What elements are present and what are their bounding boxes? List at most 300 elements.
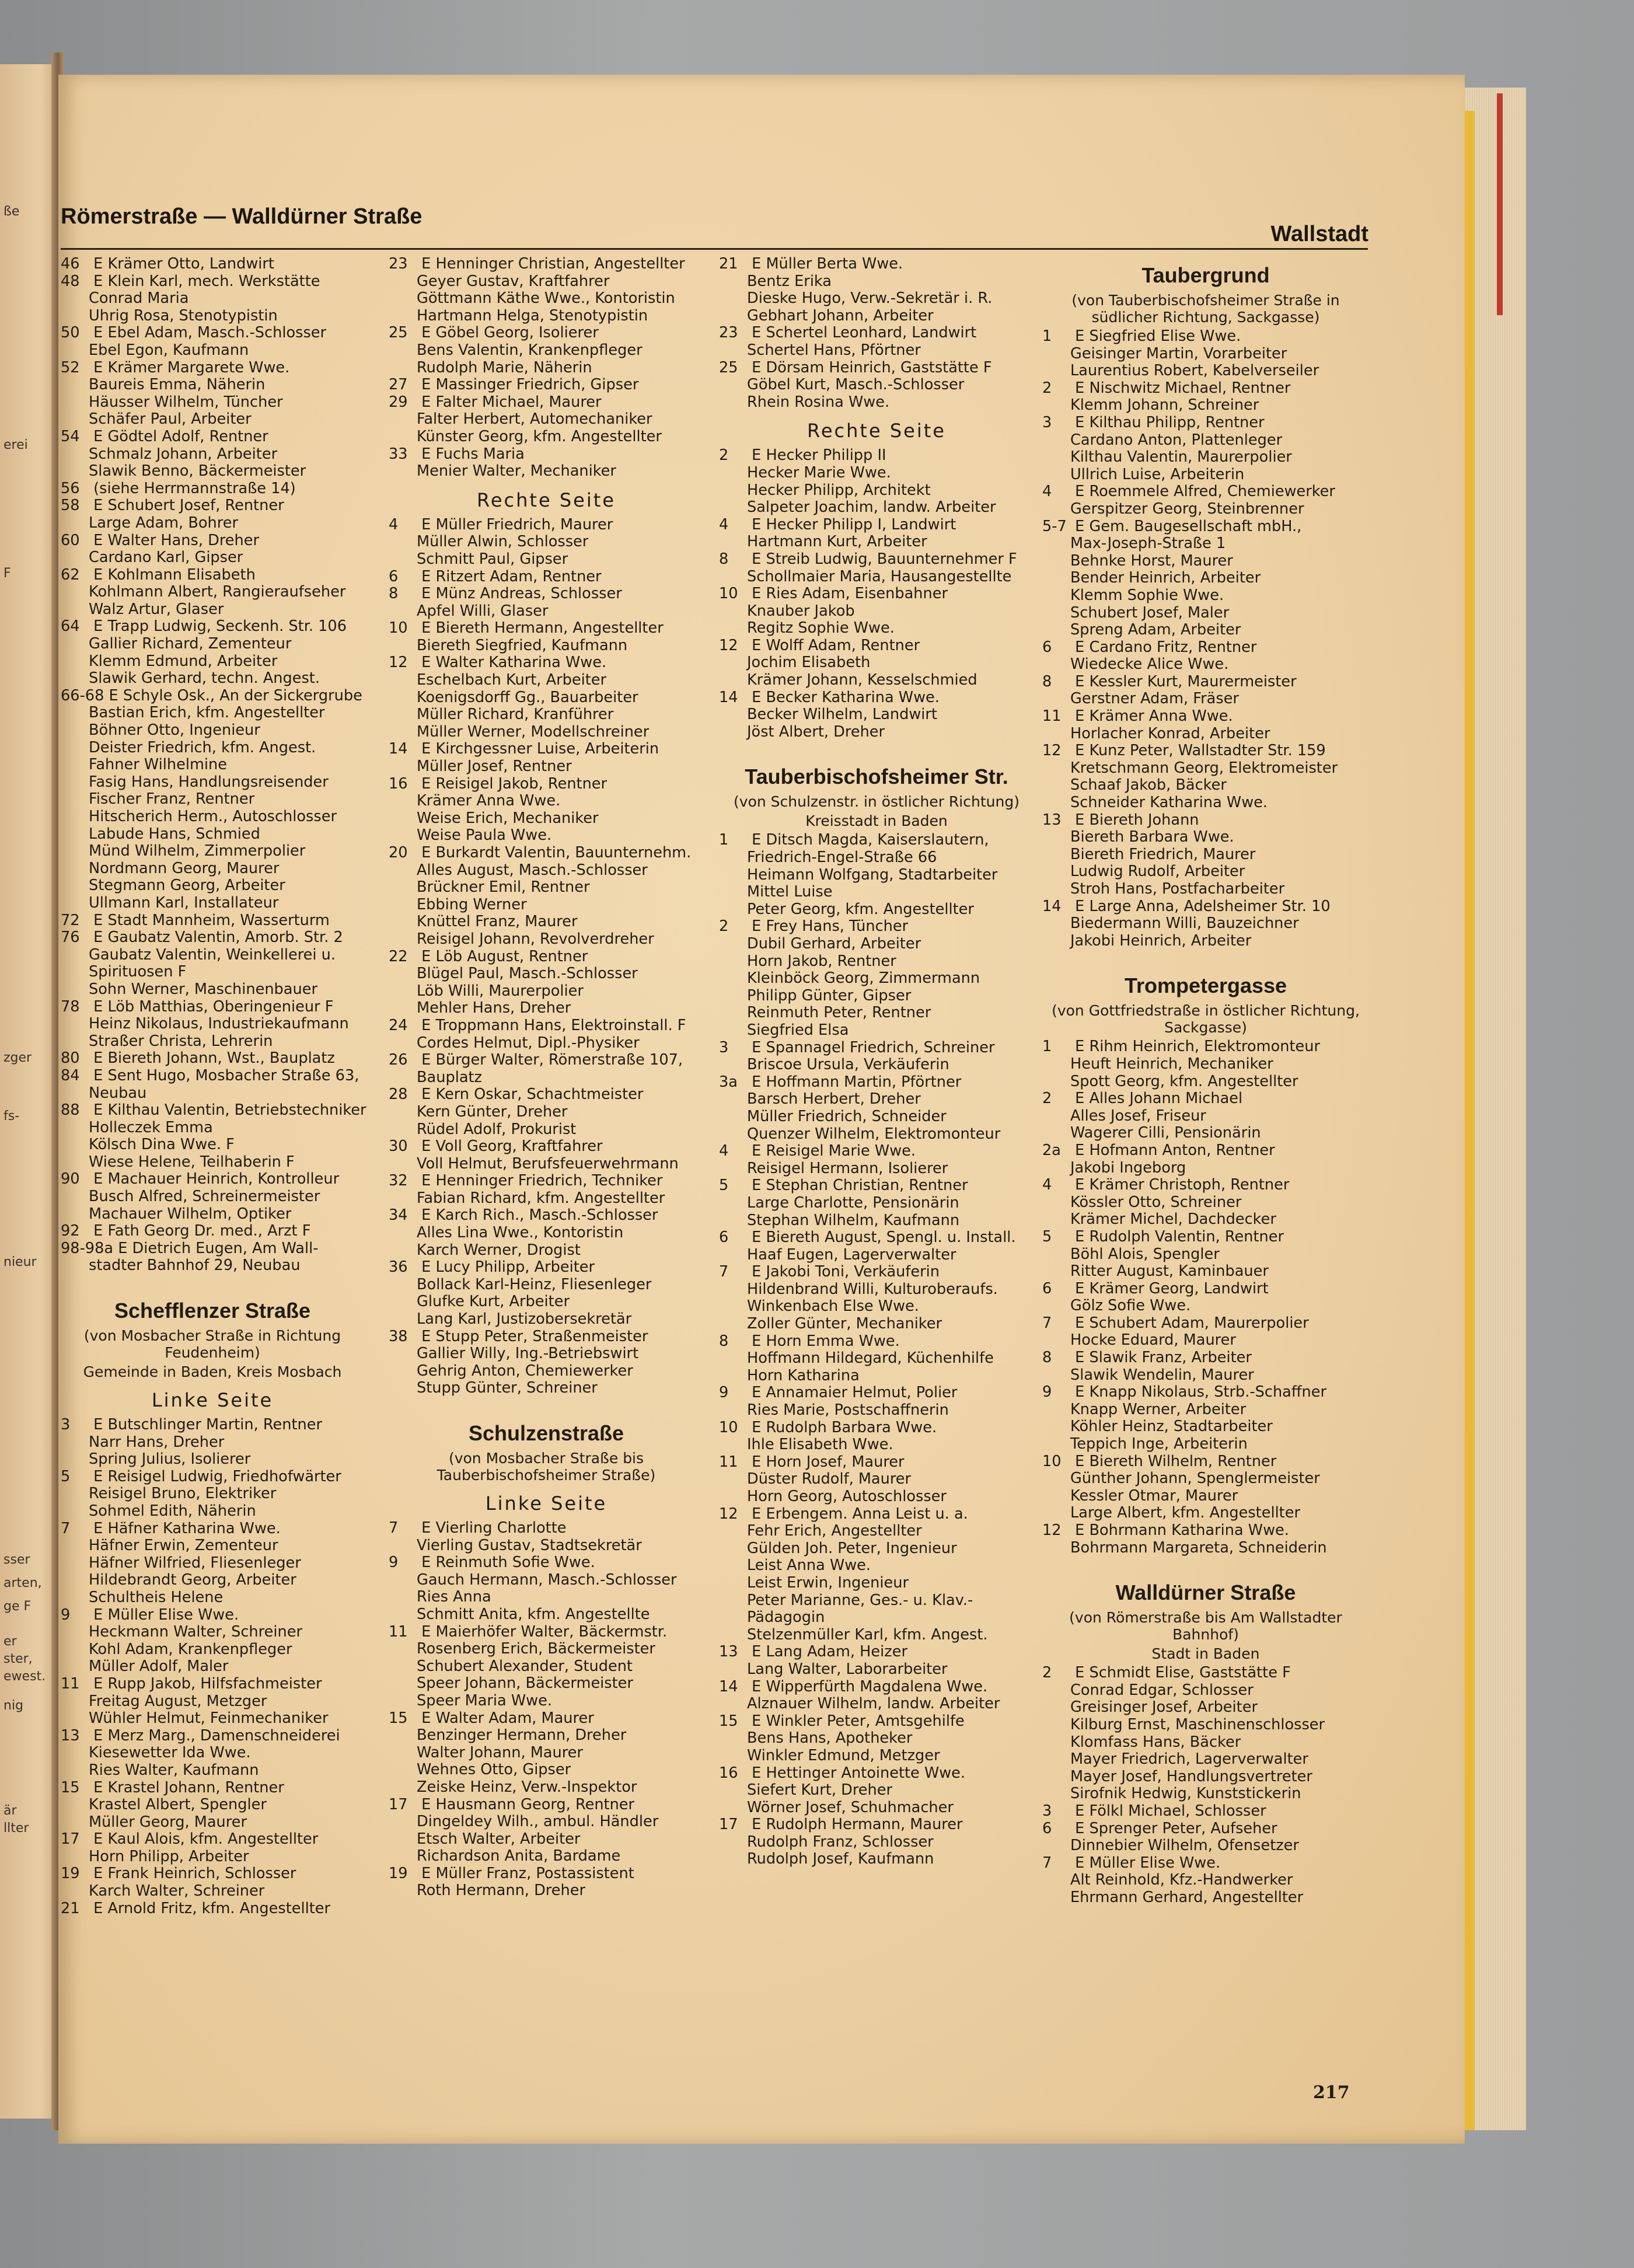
resident-line: Dinnebier Wilhelm, Ofensetzer bbox=[1070, 1837, 1299, 1855]
column-4 bbox=[1042, 256, 1369, 1907]
resident-text: E Voll Georg, Kraftfahrer bbox=[421, 1138, 603, 1156]
resident-text: E Kessler Kurt, Maurermeister bbox=[1075, 672, 1297, 690]
resident-line: Müller Friedrich, Schneider bbox=[747, 1107, 947, 1125]
house-number: 32 bbox=[389, 1172, 408, 1190]
resident-line: Gerspitzer Georg, Steinbrenner bbox=[1070, 500, 1304, 518]
resident-line: Nordmann Georg, Maurer bbox=[89, 859, 280, 877]
resident-line: Winkler Edmund, Metzger bbox=[747, 1746, 940, 1764]
resident-line: Kern Günter, Dreher bbox=[417, 1102, 568, 1121]
house-number: 11 bbox=[389, 1623, 408, 1641]
house-number: 13 bbox=[719, 1643, 738, 1661]
house-number: 6 bbox=[719, 1229, 729, 1247]
resident-line: Teppich Inge, Arbeiterin bbox=[1070, 1435, 1248, 1453]
resident-text: E Henninger Friedrich, Techniker bbox=[421, 1172, 663, 1190]
house-number: 10 bbox=[719, 1418, 738, 1436]
resident-text: E Wolff Adam, Rentner bbox=[752, 636, 920, 654]
resident-line: Hartmann Kurt, Arbeiter bbox=[747, 533, 927, 551]
house-entry bbox=[389, 1328, 704, 1346]
house-entry bbox=[1042, 1177, 1369, 1194]
resident-text: E Krastel Johann, Rentner bbox=[93, 1778, 284, 1796]
resident-line: Cordes Helmut, Dipl.-Physiker bbox=[417, 1034, 640, 1052]
resident-line: Busch Alfred, Schreinermeister bbox=[89, 1188, 320, 1206]
street-heading: Walldürner Straße bbox=[1115, 1580, 1296, 1605]
house-number: 7 bbox=[1042, 1854, 1052, 1872]
resident-line: Behnke Horst, Maurer bbox=[1070, 552, 1233, 570]
house-number: 20 bbox=[389, 844, 408, 861]
column-3 bbox=[719, 256, 1034, 1868]
house-entry bbox=[719, 1454, 1034, 1471]
resident-line: Siegfried Elsa bbox=[747, 1021, 849, 1039]
house-number: 1 bbox=[1042, 327, 1052, 345]
resident-line: Bender Heinrich, Arbeiter bbox=[1070, 569, 1261, 587]
resident-line: Stephan Wilhelm, Kaufmann bbox=[747, 1211, 960, 1229]
house-entry bbox=[61, 912, 364, 930]
house-number: 90 bbox=[61, 1170, 80, 1188]
resident-text: E Rudolph Valentin, Rentner bbox=[1075, 1227, 1284, 1245]
resident-text: E Vierling Charlotte bbox=[421, 1519, 567, 1537]
resident-line: Schubert Josef, Maler bbox=[1070, 603, 1230, 622]
house-number: 21 bbox=[719, 255, 738, 273]
left-page-text: fs- bbox=[4, 1109, 20, 1123]
resident-text: E Ebel Adam, Masch.-Schlosser bbox=[93, 324, 327, 342]
resident-line: Böhner Otto, Ingenieur bbox=[89, 721, 260, 739]
resident-line: Alles Lina Wwe., Kontoristin bbox=[417, 1224, 624, 1242]
resident-line: Schmalz Johann, Arbeiter bbox=[89, 445, 278, 463]
house-entry bbox=[61, 428, 364, 446]
resident-line: Hitscherich Herm., Autoschlosser bbox=[89, 808, 337, 825]
resident-text: (siehe Herrmannstraße 14) bbox=[93, 479, 296, 497]
house-number: 9 bbox=[1042, 1383, 1052, 1401]
resident-line: Müller Richard, Kranführer bbox=[417, 706, 614, 724]
resident-line: Quenzer Wilhelm, Elektromonteur bbox=[747, 1125, 1001, 1143]
house-number: 7 bbox=[719, 1263, 729, 1281]
house-number: 12 bbox=[389, 654, 408, 672]
house-number: 3 bbox=[61, 1416, 71, 1434]
house-entry bbox=[61, 1050, 364, 1067]
resident-text: E Gem. Baugesellschaft mbH., bbox=[1075, 517, 1302, 535]
street-description: Stadt in Baden bbox=[1151, 1645, 1260, 1663]
resident-line: Schertel Hans, Pförtner bbox=[747, 341, 921, 359]
resident-line: Voll Helmut, Berufsfeuerwehrmann bbox=[417, 1154, 679, 1173]
house-number: 23 bbox=[389, 255, 408, 273]
resident-line: Conrad Maria bbox=[89, 289, 189, 308]
house-entry bbox=[389, 620, 704, 637]
house-entry bbox=[61, 325, 364, 342]
resident-text: E Häfner Katharina Wwe. bbox=[93, 1519, 281, 1537]
resident-text: E Müller Berta Wwe. bbox=[752, 255, 903, 273]
resident-text: E Kilthau Valentin, Betriebstechniker bbox=[93, 1101, 366, 1119]
resident-line: Spring Julius, Isolierer bbox=[89, 1450, 251, 1468]
house-entry bbox=[61, 999, 364, 1016]
house-entry bbox=[719, 1229, 1034, 1247]
house-number: 2 bbox=[719, 446, 729, 465]
resident-line: Schneider Katharina Wwe. bbox=[1070, 794, 1268, 812]
resident-line: Weise Paula Wwe. bbox=[417, 826, 552, 845]
house-number: 3a bbox=[719, 1073, 738, 1091]
column-2 bbox=[389, 256, 704, 1900]
resident-line: Leist Erwin, Ingenieur bbox=[747, 1573, 909, 1592]
resident-line: Reisigel Hermann, Isolierer bbox=[747, 1159, 948, 1177]
house-entry bbox=[1042, 1803, 1369, 1820]
resident-line: Horn Georg, Autoschlosser bbox=[747, 1488, 947, 1505]
resident-line: Peter Marianne, Ges.- u. Klav.- bbox=[747, 1591, 973, 1609]
house-number: 8 bbox=[719, 1332, 729, 1350]
house-number: 7 bbox=[1042, 1314, 1052, 1332]
left-page-text: är bbox=[4, 1803, 17, 1818]
resident-line: Düster Rudolf, Maurer bbox=[747, 1470, 912, 1488]
house-entry bbox=[389, 1520, 704, 1537]
house-entry bbox=[1042, 380, 1369, 397]
left-page-text: nig bbox=[4, 1698, 24, 1713]
resident-line: Karch Werner, Drogist bbox=[417, 1241, 581, 1259]
resident-text: E Biereth Johann bbox=[1075, 811, 1199, 829]
resident-line: Kessler Otmar, Maurer bbox=[1070, 1487, 1238, 1505]
resident-line: Jöst Albert, Dreher bbox=[747, 723, 885, 741]
house-number: 12 bbox=[1042, 742, 1062, 760]
resident-line: Roth Hermann, Dreher bbox=[417, 1882, 585, 1900]
resident-line: Bollack Karl-Heinz, Fliesenleger bbox=[417, 1275, 652, 1293]
red-bookmark bbox=[1497, 93, 1503, 315]
resident-line: Häusser Wilhelm, Tüncher bbox=[89, 393, 283, 411]
resident-text: E Reisigel Ludwig, Friedhofwärter bbox=[93, 1467, 341, 1485]
resident-text: E Frey Hans, Tüncher bbox=[752, 917, 909, 936]
street-description: (von Mosbacher Straße in Richtung Feudenheim) bbox=[83, 1327, 341, 1362]
house-number: 15 bbox=[61, 1778, 80, 1796]
resident-line: Horn Jakob, Rentner bbox=[747, 952, 896, 970]
house-entry bbox=[61, 618, 364, 636]
resident-line: Bastian Erich, kfm. Angestellter bbox=[89, 704, 325, 722]
left-page-text: arten, bbox=[4, 1576, 42, 1590]
house-entry bbox=[719, 1419, 1034, 1437]
side-heading: Linke Seite bbox=[485, 1492, 607, 1515]
resident-line: Kössler Otto, Schreiner bbox=[1070, 1193, 1242, 1211]
house-number: 38 bbox=[389, 1327, 408, 1345]
house-entry bbox=[719, 1644, 1034, 1661]
resident-line: Hoffmann Hildegard, Küchenhilfe bbox=[747, 1349, 994, 1367]
resident-text: E Biereth Hermann, Angestellter bbox=[421, 619, 664, 637]
resident-line: Klomfass Hans, Bäcker bbox=[1070, 1733, 1241, 1751]
house-entry bbox=[1042, 1384, 1369, 1401]
street-heading: Schulzenstraße bbox=[468, 1421, 624, 1445]
house-number: 10 bbox=[1042, 1452, 1062, 1470]
house-entry bbox=[719, 1506, 1034, 1523]
resident-line: Sohmel Edith, Näherin bbox=[89, 1502, 256, 1520]
street-heading: Trompetergasse bbox=[1124, 974, 1287, 998]
house-number: 17 bbox=[389, 1795, 408, 1813]
resident-text: E Troppmann Hans, Elektroinstall. F bbox=[421, 1016, 686, 1034]
resident-line: Salpeter Joachim, landw. Arbeiter bbox=[747, 498, 996, 517]
house-number: 52 bbox=[61, 358, 80, 376]
house-entry bbox=[1042, 1229, 1369, 1246]
house-entry bbox=[719, 360, 1034, 377]
resident-line: Horn Philipp, Arbeiter bbox=[89, 1847, 249, 1865]
house-entry bbox=[719, 447, 1034, 465]
resident-text: E Löb August, Rentner bbox=[421, 947, 588, 965]
resident-line: Ebbing Werner bbox=[417, 895, 527, 913]
resident-text: E Schertel Leonhard, Landwirt bbox=[752, 324, 977, 342]
left-page-text: ße bbox=[4, 204, 20, 219]
resident-line: Hartmann Helga, Stenotypistin bbox=[417, 306, 648, 325]
resident-line: Hecker Philipp, Architekt bbox=[747, 481, 931, 499]
resident-line: Ries Marie, Postschaffnerin bbox=[747, 1401, 949, 1419]
house-number: 4 bbox=[719, 1142, 729, 1160]
resident-line: Schmitt Paul, Gipser bbox=[417, 550, 568, 568]
resident-text: E Rudolph Hermann, Maurer bbox=[752, 1816, 963, 1834]
house-number: 17 bbox=[61, 1830, 80, 1848]
street-description: (von Römerstraße bis Am Wallstadter Bahnhof) bbox=[1069, 1609, 1342, 1644]
resident-line: Gallier Willy, Ing.-Betriebswirt bbox=[417, 1345, 639, 1363]
house-number: 4 bbox=[1042, 483, 1052, 501]
resident-line: Brückner Emil, Rentner bbox=[417, 878, 590, 896]
resident-line: Rosenberg Erich, Bäckermeister bbox=[417, 1640, 655, 1658]
resident-line: Haaf Eugen, Lagerverwalter bbox=[747, 1245, 956, 1264]
resident-line: Fasig Hans, Handlungsreisender bbox=[89, 773, 329, 791]
resident-text: E Gödtel Adolf, Rentner bbox=[93, 427, 268, 445]
resident-line: Göbel Kurt, Masch.-Schlosser bbox=[747, 376, 965, 394]
house-entry bbox=[719, 1713, 1034, 1730]
resident-text: E Sprenger Peter, Aufseher bbox=[1075, 1819, 1277, 1837]
house-number: 8 bbox=[389, 585, 399, 603]
resident-text: E Krämer Margarete Wwe. bbox=[93, 358, 290, 376]
resident-line: Wühler Helmut, Feinmechaniker bbox=[89, 1709, 329, 1728]
house-entry bbox=[61, 1223, 364, 1240]
resident-line: Mehler Hans, Dreher bbox=[417, 999, 571, 1017]
resident-line: Becker Wilhelm, Landwirt bbox=[747, 706, 937, 724]
resident-line: Krämer Johann, Kesselschmied bbox=[747, 671, 977, 689]
resident-text: E Hoffmann Martin, Pförtner bbox=[752, 1073, 962, 1091]
resident-line: Eschelbach Kurt, Arbeiter bbox=[417, 671, 607, 689]
resident-line: Falter Herbert, Automechaniker bbox=[417, 410, 652, 428]
resident-text: E Müller Elise Wwe. bbox=[1075, 1854, 1221, 1872]
resident-text: E Bohrmann Katharina Wwe. bbox=[1075, 1522, 1289, 1539]
house-number: 25 bbox=[389, 324, 408, 342]
house-number: 9 bbox=[61, 1606, 71, 1624]
resident-line: Fabian Richard, kfm. Angestellter bbox=[417, 1189, 665, 1207]
house-number: 24 bbox=[389, 1016, 408, 1034]
house-number: 19 bbox=[389, 1864, 408, 1882]
resident-line: Speer Maria Wwe. bbox=[417, 1691, 552, 1709]
house-entry bbox=[389, 517, 704, 534]
resident-line: Reisigel Johann, Revolverdreher bbox=[417, 930, 654, 948]
house-number: 12 bbox=[719, 1505, 738, 1523]
house-entry bbox=[61, 480, 364, 498]
house-number: 1 bbox=[1042, 1038, 1052, 1056]
house-entry bbox=[719, 1333, 1034, 1351]
house-entry bbox=[389, 1259, 704, 1276]
resident-text: E Rupp Jakob, Hilfsfachmeister bbox=[93, 1674, 322, 1693]
resident-text: E Hettinger Antoinette Wwe. bbox=[752, 1764, 966, 1782]
house-entry bbox=[719, 325, 1034, 342]
left-page-text: erei bbox=[4, 438, 28, 452]
resident-text: E Winkler Peter, Amtsgehilfe bbox=[752, 1712, 965, 1730]
house-number: 30 bbox=[389, 1138, 408, 1156]
house-entry bbox=[389, 1138, 704, 1156]
resident-line: Schaaf Jakob, Bäcker bbox=[1070, 776, 1227, 794]
resident-line: Mittel Luise bbox=[747, 883, 833, 901]
resident-line: Stroh Hans, Postfacharbeiter bbox=[1070, 880, 1285, 898]
resident-line: Freitag August, Metzger bbox=[89, 1692, 267, 1710]
resident-line: Siefert Kurt, Dreher bbox=[747, 1781, 893, 1799]
resident-line: Mayer Josef, Handlungsvertreter bbox=[1070, 1767, 1312, 1785]
house-entry bbox=[1042, 742, 1369, 760]
resident-text: E Lang Adam, Heizer bbox=[752, 1643, 907, 1661]
resident-text: E Schubert Adam, Maurerpolier bbox=[1075, 1314, 1309, 1332]
resident-text: E Maierhöfer Walter, Bäckermstr. bbox=[421, 1623, 668, 1641]
resident-text: E Cardano Fritz, Rentner bbox=[1075, 638, 1257, 656]
house-number: 15 bbox=[719, 1712, 738, 1730]
page-edges bbox=[1462, 88, 1526, 2130]
resident-line: Gauch Hermann, Masch.-Schlosser bbox=[417, 1571, 677, 1589]
house-number: 48 bbox=[61, 272, 80, 290]
resident-line: Ihle Elisabeth Wwe. bbox=[747, 1436, 893, 1454]
section-gap bbox=[1042, 950, 1369, 966]
resident-line: Geisinger Martin, Vorarbeiter bbox=[1070, 344, 1287, 362]
resident-line: Müller Georg, Maurer bbox=[89, 1813, 247, 1831]
house-number: 16 bbox=[719, 1764, 738, 1782]
resident-line: Bohrmann Margareta, Schneiderin bbox=[1070, 1538, 1327, 1557]
resident-line: Heuft Heinrich, Mechaniker bbox=[1070, 1055, 1273, 1073]
house-number: 5 bbox=[61, 1467, 71, 1485]
resident-line: Hecker Marie Wwe. bbox=[747, 463, 891, 481]
resident-line: Horn Katharina bbox=[747, 1366, 860, 1384]
resident-text: E Löb Matthias, Oberingenieur F bbox=[93, 997, 334, 1016]
resident-line: Kilthau Valentin, Maurerpolier bbox=[1070, 448, 1292, 466]
house-number: 6 bbox=[1042, 1279, 1052, 1297]
house-entry bbox=[61, 532, 364, 550]
resident-text: E Erbengem. Anna Leist u. a. bbox=[752, 1505, 968, 1523]
house-entry bbox=[1042, 1522, 1369, 1540]
resident-line: Gölz Sofie Wwe. bbox=[1070, 1297, 1191, 1315]
resident-text: E Horn Emma Wwe. bbox=[752, 1332, 900, 1350]
resident-line: Kölsch Dina Wwe. F bbox=[89, 1136, 235, 1154]
left-page-text: ewest. bbox=[4, 1669, 46, 1684]
resident-line: Stegmann Georg, Arbeiter bbox=[89, 877, 285, 895]
house-entry bbox=[389, 585, 704, 603]
resident-line: Reinmuth Peter, Rentner bbox=[747, 1004, 931, 1022]
house-entry bbox=[389, 1865, 704, 1883]
resident-line: Reisigel Bruno, Elektriker bbox=[89, 1485, 277, 1503]
street-description: (von Schulzenstr. in östlicher Richtung) bbox=[734, 793, 1019, 811]
resident-text: E Göbel Georg, Isolierer bbox=[421, 324, 599, 342]
running-header-right: Wallstadt bbox=[1270, 222, 1368, 246]
house-entry bbox=[61, 1831, 364, 1848]
resident-line: Kiesewetter Ida Wwe. bbox=[89, 1744, 251, 1762]
house-number: 14 bbox=[719, 1677, 738, 1695]
resident-line: Dubil Gerhard, Arbeiter bbox=[747, 935, 921, 952]
house-entry bbox=[1042, 708, 1369, 725]
resident-line: Geyer Gustav, Kraftfahrer bbox=[417, 272, 610, 290]
resident-line: Stupp Günter, Schreiner bbox=[417, 1379, 598, 1397]
house-number: 3 bbox=[719, 1038, 729, 1056]
resident-text: E Siegfried Elise Wwe. bbox=[1075, 327, 1241, 345]
resident-text: E Kaul Alois, kfm. Angestellter bbox=[93, 1830, 319, 1848]
resident-line: Gallier Richard, Zementeur bbox=[89, 635, 292, 653]
house-entry bbox=[719, 585, 1034, 603]
resident-text: E Krämer Anna Wwe. bbox=[1075, 707, 1233, 725]
house-number: 9 bbox=[389, 1554, 399, 1572]
resident-text: E Spannagel Friedrich, Schreiner bbox=[752, 1038, 995, 1056]
resident-line: Wiese Helene, Teilhaberin F bbox=[89, 1153, 295, 1171]
house-entry bbox=[1042, 1315, 1369, 1332]
house-number: 62 bbox=[61, 566, 80, 584]
resident-line: Gerstner Adam, Fräser bbox=[1070, 690, 1239, 708]
resident-line: Rüdel Adolf, Prokurist bbox=[417, 1120, 577, 1138]
resident-text: E Ditsch Magda, Kaiserslautern, bbox=[752, 831, 989, 849]
resident-text: E Rudolph Barbara Wwe. bbox=[752, 1418, 937, 1436]
resident-line: Gülden Joh. Peter, Ingenieur bbox=[747, 1539, 957, 1557]
house-entry bbox=[389, 446, 704, 463]
house-entry bbox=[61, 1067, 364, 1085]
resident-line: Fahner Wilhelmine bbox=[89, 756, 227, 774]
house-number: 21 bbox=[61, 1899, 80, 1917]
house-number: 88 bbox=[61, 1101, 80, 1119]
resident-line: Rudolph Josef, Kaufmann bbox=[747, 1850, 934, 1868]
house-number: 4 bbox=[719, 515, 729, 533]
left-page-text: nieur bbox=[4, 1255, 37, 1269]
resident-line: Peter Georg, kfm. Angestellter bbox=[747, 900, 974, 918]
resident-text: E Wipperfürth Magdalena Wwe. bbox=[752, 1677, 988, 1695]
house-number: 12 bbox=[719, 636, 738, 654]
resident-text: E Jakobi Toni, Verkäuferin bbox=[752, 1263, 940, 1281]
resident-line: Günther Johann, Spenglermeister bbox=[1070, 1470, 1320, 1488]
left-page-text: zger bbox=[4, 1051, 32, 1065]
house-entry bbox=[389, 1796, 704, 1814]
resident-text: E Dietrich Eugen, Am Wall- bbox=[118, 1239, 319, 1257]
resident-text: E Henninger Christian, Angestellter bbox=[421, 255, 685, 273]
resident-line: Kilburg Ernst, Maschinenschlosser bbox=[1070, 1715, 1325, 1733]
resident-line: Koenigsdorff Gg., Bauarbeiter bbox=[417, 688, 638, 706]
resident-text: E Hecker Philipp II bbox=[752, 446, 886, 465]
resident-text: E Reisigel Marie Wwe. bbox=[752, 1142, 916, 1160]
resident-text: E Fath Georg Dr. med., Arzt F bbox=[93, 1222, 311, 1240]
resident-line: Gehrig Anton, Chemiewerker bbox=[417, 1362, 633, 1380]
house-number: 25 bbox=[719, 358, 738, 376]
house-number: 10 bbox=[389, 619, 408, 637]
resident-line: Machauer Wilhelm, Optiker bbox=[89, 1205, 292, 1223]
resident-line: Vierling Gustav, Stadtsekretär bbox=[417, 1536, 642, 1554]
resident-text: E Large Anna, Adelsheimer Str. 10 bbox=[1075, 897, 1331, 915]
house-number: 19 bbox=[61, 1865, 80, 1883]
house-entry bbox=[719, 1816, 1034, 1834]
house-entry bbox=[389, 1710, 704, 1728]
resident-line: Cardano Anton, Plattenleger bbox=[1070, 431, 1283, 449]
house-entry bbox=[719, 517, 1034, 534]
resident-line: Karch Walter, Schreiner bbox=[89, 1882, 265, 1900]
section-gap bbox=[719, 741, 1034, 757]
resident-line: Alt Reinhold, Kfz.-Handwerker bbox=[1070, 1871, 1293, 1889]
running-header-left: Römerstraße — Walldürner Straße bbox=[61, 204, 423, 229]
house-entry bbox=[61, 1416, 364, 1434]
house-number: 11 bbox=[719, 1453, 738, 1471]
resident-text: E Stadt Mannheim, Wasserturm bbox=[93, 911, 330, 929]
resident-line: Knapp Werner, Arbeiter bbox=[1070, 1400, 1247, 1418]
resident-text: E Hofmann Anton, Rentner bbox=[1075, 1141, 1275, 1159]
street-heading: Tauberbischofsheimer Str. bbox=[745, 765, 1008, 789]
side-heading: Rechte Seite bbox=[807, 420, 946, 442]
resident-line: Müller Alwin, Schlosser bbox=[417, 533, 589, 551]
resident-line: Schäfer Paul, Arbeiter bbox=[89, 410, 252, 428]
resident-line: Schollmaier Maria, Hausangestellte bbox=[747, 567, 1012, 585]
resident-line: Häfner Wilfried, Fliesenleger bbox=[89, 1554, 301, 1572]
resident-line: Laurentius Robert, Kabelverseiler bbox=[1070, 362, 1319, 380]
house-number: 66-68 bbox=[61, 686, 104, 704]
resident-line: Cardano Karl, Gipser bbox=[89, 549, 243, 567]
house-entry bbox=[61, 1520, 364, 1538]
house-entry bbox=[1042, 639, 1369, 657]
resident-line: Jakobi Ingeborg bbox=[1070, 1159, 1186, 1177]
house-entry bbox=[389, 948, 704, 966]
house-entry bbox=[389, 1017, 704, 1035]
